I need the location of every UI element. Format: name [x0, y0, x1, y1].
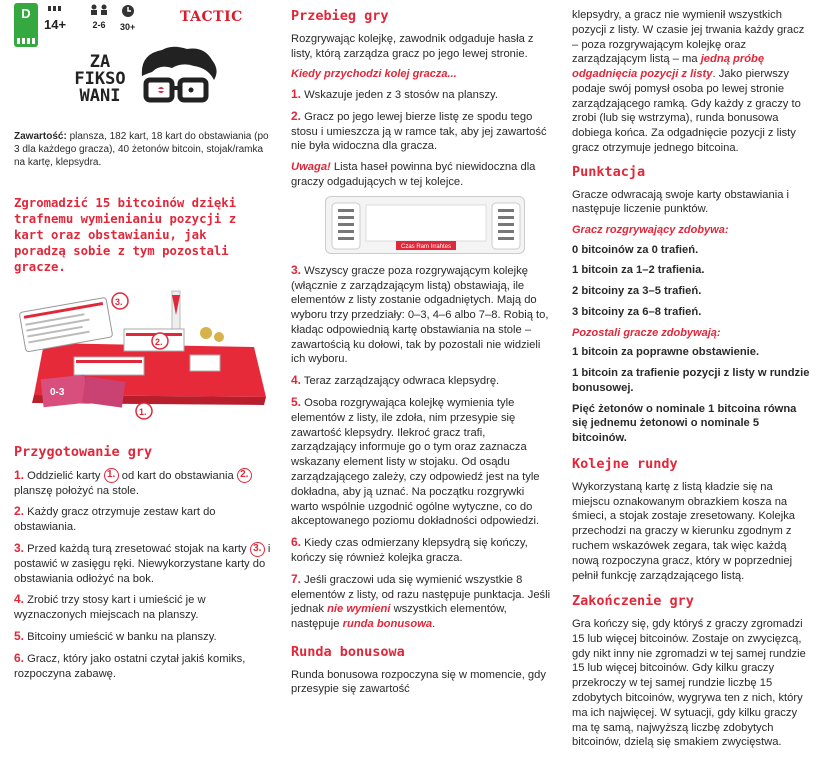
- setup-step-3: [14, 541, 272, 586]
- turn-step-3: [291, 263, 553, 368]
- step-number: 4.: [14, 592, 25, 607]
- gameplay-heading: Przebieg gry: [291, 8, 389, 24]
- score-line: 1 bitcoin za trafienie pozycji z listy w rundzie bonusowej.: [572, 367, 810, 394]
- age-info: [44, 4, 66, 33]
- gameplay-intro: Rozgrywając kolejkę, zawodnik odgaduje hasła z listy, którą zarządza gracz po jego lewej stronie.: [291, 32, 534, 60]
- players-icon: [90, 4, 108, 16]
- age-badge: [14, 3, 38, 47]
- setup-step-2: [14, 504, 272, 535]
- emphasis-text: nie wymieni: [327, 603, 391, 616]
- score-line: 2 bitcoiny za 3–5 trafień.: [572, 285, 702, 298]
- other-players-scoring-subheading: Pozostali gracze zdobywają:: [572, 326, 721, 339]
- turn-subheading: Kiedy przychodzi kolej gracza...: [291, 68, 457, 81]
- turn-step-1: [291, 87, 553, 103]
- warning-text: Lista haseł powinna być niewidoczna dla graczy odgadujących w tej kolejce.: [291, 161, 536, 188]
- step-text: i postawić w zasięgu ręki. Niewykorzystane karty do obstawiania odłożyć na bok.: [14, 543, 271, 585]
- next-rounds-heading: Kolejne rundy: [572, 456, 678, 473]
- time-info: [120, 4, 135, 34]
- scoring-heading: Punktacja: [572, 163, 646, 180]
- illustration-label-1: 1.: [139, 407, 147, 417]
- time-value: 30+: [120, 21, 136, 32]
- turn-step-7: [291, 572, 553, 632]
- score-line: 1 bitcoin za 1–2 trafienia.: [572, 264, 705, 277]
- step-number: 7.: [291, 571, 302, 586]
- step-text: Wskazuje jeden z 3 stosów na planszy.: [301, 88, 498, 101]
- step-number: 2.: [291, 108, 302, 123]
- step-number: 5.: [291, 395, 302, 410]
- step-text: .: [432, 618, 436, 631]
- step-text: od kart do obstawiania: [118, 469, 237, 482]
- step-number: 5.: [14, 629, 25, 644]
- step-text: Przed każdą turą zresetować stojak na karty: [27, 543, 250, 556]
- clock-icon: [121, 4, 135, 18]
- holder-label: Czas Ram Irrahtes: [400, 243, 452, 250]
- step-text: Każdy gracz otrzymuje zestaw kart do obstawiania.: [14, 506, 216, 534]
- setup-step-4: [14, 592, 272, 623]
- step-text: Teraz zarządzający odwraca klepsydrę.: [301, 375, 500, 388]
- face-with-glasses-icon: [132, 46, 222, 118]
- age-icon: [48, 4, 62, 12]
- step-text: Gracz po jego lewej bierze listę ze spodu tego stosu i umieszcza ją w ramce tak, aby jej zawartość nie była widoczna dla gracza.: [291, 110, 547, 153]
- card-holder-graphic: [326, 197, 526, 255]
- contents-paragraph: [14, 130, 272, 169]
- tagline: Zgromadzić 15 bitcoinów dzięki trafnemu wymienianiu pozycji z kart oraz obstawianiu, jak poradzą sobie z tym pozostali gracze.: [14, 196, 237, 274]
- step-number: 4.: [291, 373, 302, 388]
- step-text: wszystkich elementów, następuje: [291, 603, 507, 631]
- illustration-label-2: 2.: [155, 337, 163, 347]
- turn-step-5: [291, 395, 553, 529]
- step-text: Jeśli graczowi uda się wymienić wszystkie 8 elementów z listy, od razu następuje punktacja. Jeśli jednak: [291, 573, 551, 616]
- warning-label: Uwaga!: [291, 161, 331, 174]
- title-line-2: FIKSO: [74, 69, 126, 89]
- bonus-text: klepsydry, a gracz nie wymienił wszystkich pozycji z listy. W czasie jej trwania każdy gracz – poza rozgrywającym kolejkę oraz zarządzającym listą – ma: [572, 9, 805, 66]
- active-player-scoring-subheading: Gracz rozgrywający zdobywa:: [572, 224, 729, 237]
- score-line: 0 bitcoinów za 0 trafień.: [572, 243, 699, 256]
- step-text: planszę położyć na stole.: [14, 484, 140, 497]
- scoring-intro: Gracze odwracają swoje karty obstawiania i następuje liczenie punktów.: [572, 188, 790, 216]
- turn-step-6: [291, 535, 553, 566]
- step-text: Osoba rozgrywająca kolejkę wymienia tyle elementów z listy, ile zdoła, nim przesypie się zawartość klepsydry. Ilekroć gracz trafi, zarządzający informuje go o tym oraz zaznacza wskazany element listy w stojaku. Od osądu zarządzającego zależy, czy odpowiedź jest na tyle dokładna, aby ją uznać. Na początku rozgrywki warto wspólnie uzgodnić ogólne wytyczne, co do akceptowanego poziomu dokładności odpowiedzi.: [291, 397, 540, 528]
- setup-section: [14, 444, 272, 687]
- players-info: [90, 4, 108, 32]
- step-number: 3.: [291, 262, 302, 277]
- step-number: 6.: [291, 535, 302, 550]
- step-text: Bitcoiny umieścić w banku na planszy.: [27, 631, 217, 644]
- card-holder-image: [325, 196, 525, 254]
- illustration-label-3: 3.: [115, 297, 123, 307]
- emphasis-text: runda bonusowa: [342, 618, 433, 631]
- header: [14, 0, 272, 125]
- step-text: Gracz, który jako ostatni czytał jakiś komiks, rozpoczyna zabawę.: [14, 652, 246, 680]
- turn-step-2: [291, 109, 553, 154]
- token-note: Pięć żetonów o nominale 1 bitcoina równa się jednemu żetonowi o nominale 5 bitcoinów.: [572, 402, 797, 445]
- step-number: 1.: [14, 467, 25, 482]
- marker-1-icon: 1.: [104, 468, 119, 483]
- score-line: 1 bitcoin za poprawne obstawienie.: [572, 346, 760, 359]
- bonus-round-text-start: Runda bonusowa rozpoczyna się w momencie, gdy przesypie się zawartość: [291, 668, 546, 696]
- setup-heading: Przygotowanie gry: [14, 444, 153, 460]
- marker-3-icon: 3.: [250, 542, 265, 557]
- card-range-label: 0-3: [50, 387, 65, 398]
- title-line-3: WANI: [79, 86, 121, 106]
- title-line-1: ZA: [89, 52, 111, 72]
- end-game-text: Gra kończy się, gdy któryś z graczy zgromadzi 15 lub więcej bitcoinów. Zostaje on zwycięzcą, gdy nikt inny nie zgromadzi w tej samej rundzie 15 lub więcej bitcoinów. Gdy kilku graczy przekroczy w tej samej rundzie liczbę 15 zdobytych bitcoinów, wygrywa ten z nich, który ma ich najwięcej. W sytuacji, gdy kilku graczy ma tę samą, najwyższą liczbę zdobytych bitcoinów, dzielą się smakiem zwycięstwa.: [572, 618, 806, 749]
- step-text: Oddzielić karty: [27, 469, 104, 482]
- score-line: 3 bitcoiny za 6–8 trafień.: [572, 306, 702, 319]
- step-number: 2.: [14, 504, 25, 519]
- contents-text: plansza, 182 kart, 18 kart do obstawiania (po 3 dla każdego gracza), 40 żetonów bitcoin, stojak/ramka na kartę, klepsydra.: [14, 131, 269, 168]
- brand-logo: TACTIC: [180, 9, 243, 25]
- left-column: [14, 0, 272, 680]
- marker-2-icon: 2.: [237, 468, 252, 483]
- step-number: 6.: [14, 650, 25, 665]
- contents-label: Zawartość:: [14, 131, 67, 142]
- setup-step-5: [14, 629, 272, 645]
- game-logo: [70, 54, 220, 124]
- setup-step-1: [14, 468, 272, 499]
- people-icon: [17, 36, 35, 44]
- game-title: [70, 54, 130, 105]
- step-number: 1.: [291, 86, 302, 101]
- setup-step-6: [14, 651, 272, 682]
- bonus-round-text-cont: [572, 8, 812, 156]
- players-value: 2-6: [92, 19, 106, 30]
- bonus-round-heading: Runda bonusowa: [291, 643, 405, 660]
- game-setup-illustration: [14, 285, 272, 435]
- age-badge-letter: D: [21, 6, 31, 21]
- step-text: Wszyscy gracze poza rozgrywającym kolejkę (włącznie z zarządzającym listą) obstawiają, ile elementów z listy zostanie odgadniętych. Mają do wyboru trzy przedziały: 0–3, 4–6 albo 7–8. Robią to, kładąc odpowiednią kartę obstawiania na stole – zawartością ku dołowi, tak by pozostali nie widzieli ich wyboru.: [291, 264, 549, 366]
- middle-column: [291, 8, 553, 703]
- bonus-emphasis: jedną próbę odgadnięcia pozycji z listy: [572, 53, 765, 81]
- bonus-text: . Jako pierwszy podaje swój pomysł osoba po lewej stronie zarządzającego ramką. Gdy każdy z graczy to zrobi (lub się wstrzyma), runda bonusowa dobiega końca. Za odgadnięcie pozycji z listy gracz otrzymuje jednego bitcoina.: [572, 68, 801, 155]
- next-rounds-text: Wykorzystaną kartę z listą kładzie się na miejscu oznakowanym obrazkiem kosza na śmieci, a stojak zostaje zresetowany. Kolejka przechodzi na graczy w kierunku zgodnym z ruchem wskazówek zegara, tak więc każdą nową rozpoczyna gracz, który w poprzedniej pełnił funkcję zarządzającego listą.: [572, 480, 796, 582]
- step-number: 3.: [14, 541, 25, 556]
- end-game-heading: Zakończenie gry: [572, 593, 694, 610]
- step-text: Zrobić trzy stosy kart i umieścić je w wyznaczonych miejscach na planszy.: [14, 594, 206, 622]
- age-value: 14+: [44, 16, 67, 32]
- turn-step-4: [291, 373, 553, 389]
- warning-note: [291, 160, 553, 190]
- step-text: Kiedy czas odmierzany klepsydrą się kończy, kończy się również kolejka gracza.: [291, 537, 528, 564]
- right-column: [572, 8, 812, 756]
